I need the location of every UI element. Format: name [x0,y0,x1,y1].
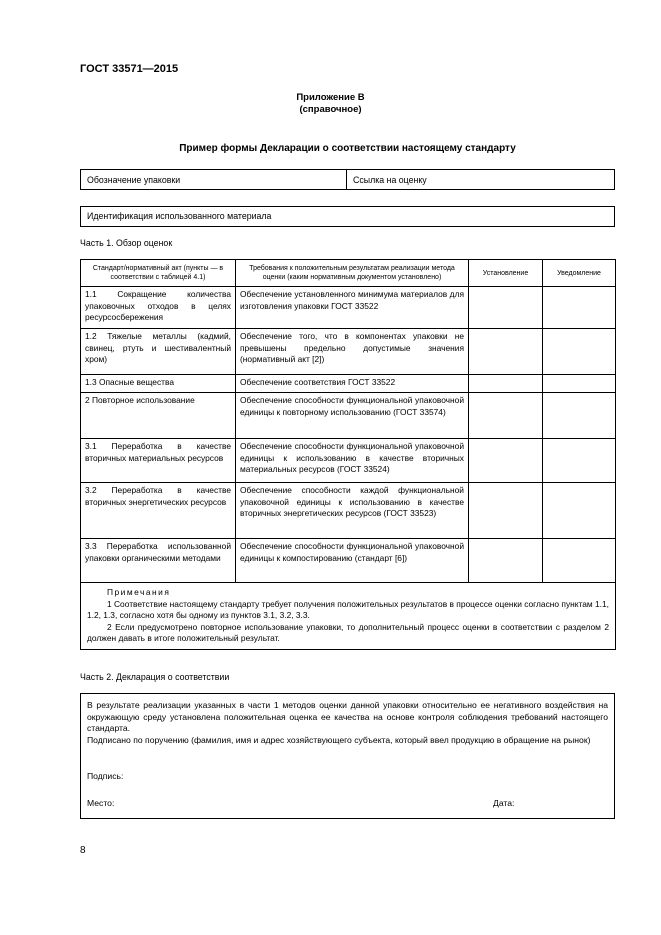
row-establishment-cell [469,287,543,329]
row-standard: 1.3 Опасные вещества [81,375,236,393]
table-header-row [81,260,616,287]
assessment-table [80,259,616,650]
row-establishment-cell [469,439,543,483]
row-notification-cell [543,393,616,439]
packaging-designation-field: Обозначение упаковки [81,170,347,189]
col-header-standard: Стандарт/нормативный акт (пункты — в соответствии с таблицей 4.1) [81,260,236,287]
row-notification-cell [543,539,616,583]
notes-cell [81,583,616,650]
table-row [81,329,616,375]
row-requirement: Обеспечение соответствия ГОСТ 33522 [236,375,469,393]
part1-title: Часть 1. Обзор оценок [80,238,173,248]
packaging-reference-box [80,169,615,190]
declaration-text: В результате реализации указанных в части 1 методов оценки данной упаковки относительно ее негативного воздействия на окружающую среду установлена положительная оценка ее качества на основе контроля соблюдения требований настоящего стандарта. [87,700,608,733]
place-label: Место: [87,798,115,808]
table-row [81,539,616,583]
table-row [81,393,616,439]
standard-designation: ГОСТ 33571—2015 [80,63,179,75]
note-1: 1 Соответствие настоящему стандарту требует получения положительных результатов в процессе оценки согласно пунктам 1.1, 1.2, 1.3, согласно хотя бы одному из пунктов 3.1, 3.2, 3.3. [87,598,609,620]
material-identification-field: Идентификация использованного материала [80,206,615,227]
table-row [81,439,616,483]
notes-row [81,583,616,650]
row-notification-cell [543,483,616,539]
row-establishment-cell [469,483,543,539]
row-requirement: Обеспечение способности функциональной упаковочной единицы к компостированию (стандарт [6]) [236,539,469,583]
row-standard: 2 Повторное использование [81,393,236,439]
signed-on-behalf-text: Подписано по поручению (фамилия, имя и адрес хозяйствующего субъекта, который ввел продукцию в обращение на рынок) [87,734,591,745]
row-standard: 1.2 Тяжелые металлы (кадмий, свинец, ртуть и шестивалентный хром) [81,329,236,375]
declaration-box [80,693,615,819]
row-requirement: Обеспечение установленного минимума материалов для изготовления упаковки ГОСТ 33522 [236,287,469,329]
row-establishment-cell [469,375,543,393]
row-requirement: Обеспечение способности каждой функциональной упаковочной единицы к использованию в качестве вторичных энергетических ресурсов (ГОСТ 33523) [236,483,469,539]
note-2: 2 Если предусмотрено повторное использование упаковки, то дополнительный процесс оценки в соответствии с разделом 2 должен давать в итоге положительный результат. [87,621,609,643]
appendix-subtitle: (справочное) [299,104,362,115]
appendix-heading [0,92,661,116]
row-notification-cell [543,439,616,483]
row-requirement: Обеспечение способности функциональной упаковочной единицы к использованию в качестве вторичных материальных ресурсов (ГОСТ 33524) [236,439,469,483]
table-row [81,483,616,539]
row-establishment-cell [469,539,543,583]
signature-label: Подпись: [87,771,124,781]
date-label: Дата: [493,798,515,808]
table-row [81,375,616,393]
row-notification-cell [543,287,616,329]
table-row [81,287,616,329]
col-header-establishment: Установление [469,260,543,287]
part2-title: Часть 2. Декларация о соответствии [80,672,230,682]
page-number: 8 [80,845,86,856]
assessment-reference-field: Ссылка на оценку [353,175,427,185]
row-notification-cell [543,329,616,375]
row-standard: 3.1 Переработка в качестве вторичных материальных ресурсов [81,439,236,483]
col-header-notification: Уведомление [543,260,616,287]
appendix-title: Приложение В [296,92,365,103]
row-requirement: Обеспечение того, что в компонентах упаковки не превышены предельно допустимые значения (нормативный акт [2]) [236,329,469,375]
form-title: Пример формы Декларации о соответствии настоящему стандарту [179,143,516,154]
notes-heading: Примечания [107,587,171,597]
row-requirement: Обеспечение способности функциональной упаковочной единицы к повторному использованию (ГОСТ 33574) [236,393,469,439]
row-notification-cell [543,375,616,393]
row-establishment-cell [469,329,543,375]
row-standard: 1.1 Сокращение количества упаковочных отходов в целях ресурсосбережения [81,287,236,329]
row-establishment-cell [469,393,543,439]
col-header-requirements: Требования к положительным результатам реализации метода оценки (каким нормативным документом установлено) [236,260,469,287]
row-standard: 3.3 Переработка использованной упаковки органическими методами [81,539,236,583]
row-standard: 3.2 Переработка в качестве вторичных энергетических ресурсов [81,483,236,539]
